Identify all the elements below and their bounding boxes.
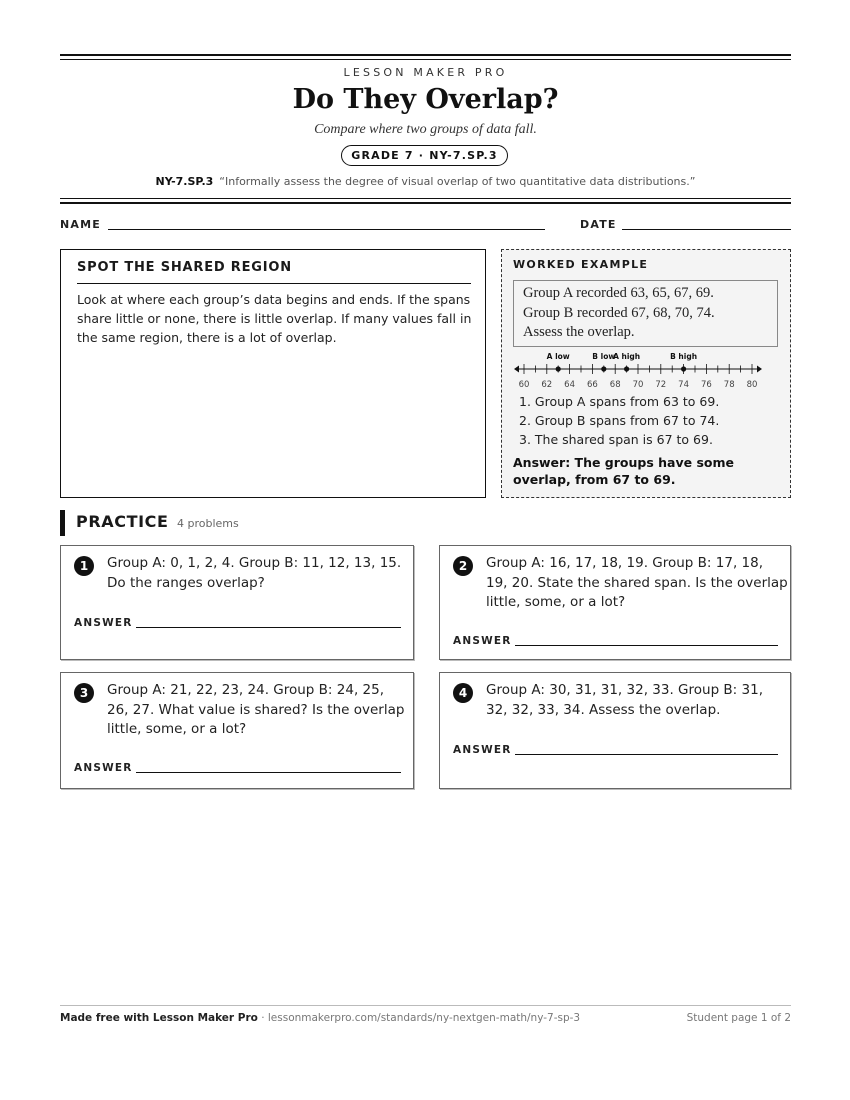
answer-label: ANSWER: [74, 762, 133, 774]
problem-line: 19, 20. State the shared span. Is the overlap: [486, 574, 788, 591]
right-arrow-icon: [757, 366, 762, 373]
number-line-point-label: B high: [670, 352, 698, 361]
example-step: 3. The shared span is 67 to 69.: [519, 432, 713, 447]
example-steps: [519, 392, 719, 449]
page-title: Do They Overlap?: [292, 84, 559, 115]
problem-line: 26, 27. What value is shared? Is the overlap: [107, 701, 405, 718]
answer-field[interactable]: [136, 772, 401, 773]
answer-field[interactable]: [136, 627, 401, 628]
problem-line: little, some, or a lot?: [107, 721, 247, 737]
number-line-tick-label: 66: [586, 380, 598, 390]
number-line-point-label: B low: [592, 352, 616, 361]
practice-card-2: [439, 545, 791, 660]
problem-line: Group A: 30, 31, 31, 32, 33. Group B: 31,: [486, 682, 763, 698]
practice-card-3: [60, 672, 414, 789]
footer-url: · lessonmakerpro.com/standards/ny-nextgen-math/ny-7-sp-3: [257, 1012, 581, 1024]
top-rule: [60, 54, 791, 56]
example-answer: Answer: The groups have some overlap, from 67 to 69.: [513, 455, 734, 487]
example-step: 1. Group A spans from 63 to 69.: [519, 394, 720, 409]
number-line-tick-label: 76: [700, 380, 712, 390]
grade-badge: GRADE 7 · NY-7.SP.3: [341, 145, 508, 166]
answer-label: ANSWER: [453, 744, 512, 756]
example-line: Assess the overlap.: [523, 324, 635, 340]
number-line-tick-label: 72: [655, 380, 667, 390]
answer-label: ANSWER: [74, 617, 133, 629]
problem-line: Do the ranges overlap?: [107, 574, 265, 591]
number-line-point: [681, 366, 686, 371]
standard-code: NY-7.SP.3: [155, 175, 214, 188]
problem-line: little, some, or a lot?: [486, 594, 626, 610]
concept-heading: SPOT THE SHARED REGION: [77, 260, 292, 275]
concept-box: [60, 249, 486, 498]
number-line-tick-label: 80: [746, 380, 758, 390]
number-line-tick-label: 70: [632, 380, 644, 390]
number-line-point: [624, 366, 629, 371]
problem-line: Group A: 16, 17, 18, 19. Group B: 17, 18,: [486, 555, 763, 571]
practice-title: PRACTICE: [76, 512, 169, 531]
footer-rule: [60, 1005, 791, 1006]
left-arrow-icon: [514, 366, 519, 373]
practice-count: 4 problems: [177, 517, 239, 530]
standard-line: [60, 175, 791, 188]
example-step: 2. Group B spans from 67 to 74.: [519, 413, 720, 428]
page-subtitle: Compare where two groups of data fall.: [314, 122, 537, 137]
practice-accent-bar: [60, 510, 65, 536]
problem-number: 3: [74, 683, 94, 703]
problem-text: [486, 554, 788, 613]
problem-number: 2: [453, 556, 473, 576]
number-line-tick-label: 64: [564, 380, 576, 390]
number-line-point: [601, 366, 606, 371]
number-line-point-label: A low: [546, 352, 570, 361]
concept-body: Look at where each group’s data begins and ends. If the spans share little or none, there is little overlap. If many values fall in the same region, there is a lot of overlap.: [77, 292, 472, 345]
date-label: DATE: [580, 218, 617, 231]
example-problem: [513, 280, 778, 347]
problem-line: 32, 32, 33, 34. Assess the overlap.: [486, 701, 721, 718]
number-line-tick-label: 60: [518, 380, 530, 390]
footer-page-number: Student page 1 of 2: [686, 1012, 791, 1024]
answer-field[interactable]: [515, 645, 778, 646]
problem-text: [486, 681, 763, 720]
problem-text: [107, 681, 404, 740]
worked-example-box: [501, 249, 791, 498]
problem-number: 1: [74, 556, 94, 576]
problem-line: Group A: 0, 1, 2, 4. Group B: 11, 12, 13, 15.: [107, 555, 402, 571]
example-line: Group A recorded 63, 65, 67, 69.: [523, 285, 714, 301]
standard-text: “Informally assess the degree of visual overlap of two quantitative data distributions.”: [219, 175, 696, 188]
number-line-point: [556, 366, 561, 371]
number-line-point-label: A high: [613, 352, 641, 361]
footer-brand: Made free with Lesson Maker Pro: [60, 1012, 258, 1024]
number-line-tick-label: 68: [609, 380, 621, 390]
number-line-tick-label: 62: [541, 380, 553, 390]
footer-credit: [60, 1012, 580, 1024]
answer-label: ANSWER: [453, 635, 512, 647]
number-line-tick-label: 78: [723, 380, 735, 390]
problem-line: Group A: 21, 22, 23, 24. Group B: 24, 25,: [107, 682, 384, 698]
top-rule-thin: [60, 59, 791, 60]
number-line: [511, 350, 767, 390]
problem-text: [107, 554, 401, 593]
date-field[interactable]: [622, 229, 791, 230]
worked-example-heading: WORKED EXAMPLE: [513, 258, 649, 271]
problem-number: 4: [453, 683, 473, 703]
example-line: Group B recorded 67, 68, 70, 74.: [523, 304, 715, 321]
practice-card-4: [439, 672, 791, 789]
number-line-tick-label: 74: [678, 380, 690, 390]
name-field[interactable]: [108, 229, 545, 230]
brand-name: LESSON MAKER PRO: [343, 66, 508, 79]
answer-field[interactable]: [515, 754, 778, 755]
practice-card-1: [60, 545, 414, 660]
name-label: NAME: [60, 218, 101, 231]
header-rule: [60, 202, 791, 204]
header-rule-thin: [60, 198, 791, 199]
concept-underline: [77, 283, 471, 284]
